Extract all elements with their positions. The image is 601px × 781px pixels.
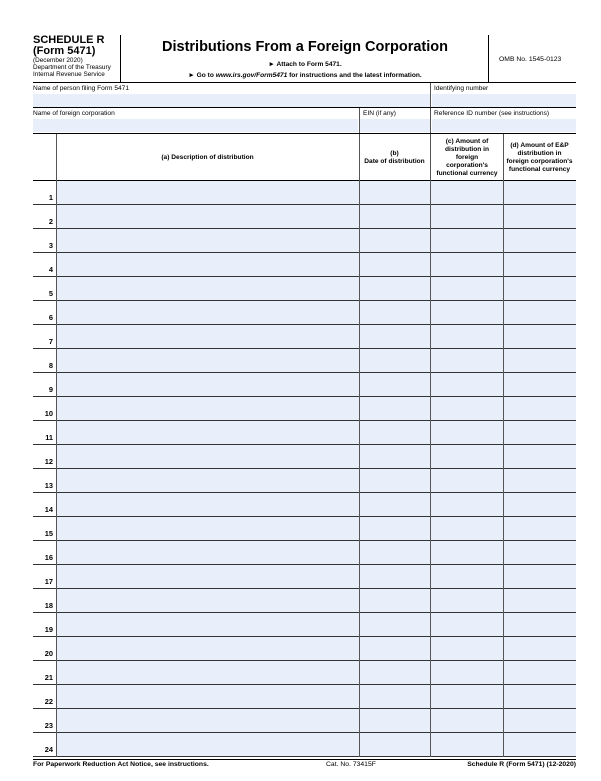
table-row <box>33 493 576 517</box>
divider <box>359 134 360 181</box>
amount-cell[interactable] <box>431 709 503 732</box>
divider <box>56 469 57 493</box>
divider <box>430 373 431 397</box>
description-cell[interactable] <box>57 301 359 324</box>
amount-cell[interactable] <box>431 301 503 324</box>
divider <box>359 373 360 397</box>
description-cell[interactable] <box>57 493 359 516</box>
divider <box>56 685 57 709</box>
divider <box>503 325 504 349</box>
divider <box>503 565 504 589</box>
date-cell[interactable] <box>360 205 430 228</box>
amount-cell[interactable] <box>431 541 503 564</box>
form-id-block <box>33 35 121 83</box>
omb-number: OMB No. 1545-0123 <box>499 56 562 63</box>
divider <box>430 469 431 493</box>
date-cell[interactable] <box>360 253 430 276</box>
col-b-header <box>359 134 430 181</box>
description-cell[interactable] <box>57 205 359 228</box>
divider <box>503 733 504 757</box>
divider <box>430 301 431 325</box>
ep-amount-cell[interactable] <box>504 229 576 252</box>
divider <box>430 253 431 277</box>
divider <box>359 301 360 325</box>
amount-cell[interactable] <box>431 733 503 756</box>
table-row <box>33 205 576 229</box>
ep-amount-cell[interactable] <box>504 205 576 228</box>
divider <box>56 493 57 517</box>
table-row <box>33 445 576 469</box>
table-row <box>33 421 576 445</box>
paperwork-notice: For Paperwork Reduction Act Notice, see instructions. <box>33 761 209 768</box>
table-row <box>33 541 576 565</box>
table-row <box>33 301 576 325</box>
divider <box>503 301 504 325</box>
amount-cell[interactable] <box>431 253 503 276</box>
divider <box>56 541 57 565</box>
divider <box>430 709 431 733</box>
description-cell[interactable] <box>57 325 359 348</box>
table-row <box>33 397 576 421</box>
divider <box>359 229 360 253</box>
description-cell[interactable] <box>57 469 359 492</box>
row-number: 21 <box>44 673 53 682</box>
date-cell[interactable] <box>360 493 430 516</box>
row-number: 24 <box>44 745 53 754</box>
divider <box>56 277 57 301</box>
identifying-number-label: Identifying number <box>434 85 489 92</box>
table-row <box>33 469 576 493</box>
amount-cell[interactable] <box>431 565 503 588</box>
date-cell[interactable] <box>360 325 430 348</box>
instructions-note <box>122 72 488 79</box>
date-cell[interactable] <box>360 589 430 612</box>
date-cell[interactable] <box>360 613 430 636</box>
date-cell[interactable] <box>360 373 430 396</box>
amount-cell[interactable] <box>431 205 503 228</box>
divider <box>430 181 431 205</box>
ep-amount-cell[interactable] <box>504 613 576 636</box>
date-cell[interactable] <box>360 349 430 372</box>
amount-cell[interactable] <box>431 397 503 420</box>
row-number: 4 <box>48 265 53 274</box>
table-row <box>33 637 576 661</box>
table-row <box>33 589 576 613</box>
divider <box>56 181 57 205</box>
description-cell[interactable] <box>57 421 359 444</box>
divider <box>56 205 57 229</box>
form-footer <box>33 759 576 769</box>
amount-cell[interactable] <box>431 373 503 396</box>
divider <box>56 637 57 661</box>
row-number: 2 <box>48 217 53 226</box>
table-row <box>33 517 576 541</box>
ep-amount-cell[interactable] <box>504 493 576 516</box>
divider <box>430 493 431 517</box>
ep-amount-cell[interactable] <box>504 661 576 684</box>
divider <box>430 134 431 181</box>
divider <box>503 134 504 181</box>
divider <box>359 493 360 517</box>
divider <box>430 517 431 541</box>
ep-amount-cell[interactable] <box>504 637 576 660</box>
date-cell[interactable] <box>360 733 430 756</box>
omb-block <box>488 35 576 83</box>
divider <box>503 373 504 397</box>
foreign-corp-field[interactable] <box>33 119 358 132</box>
divider <box>359 181 360 205</box>
table-row <box>33 685 576 709</box>
description-cell[interactable] <box>57 445 359 468</box>
divider <box>430 325 431 349</box>
person-name-field[interactable] <box>33 94 430 107</box>
ep-amount-cell[interactable] <box>504 445 576 468</box>
ep-amount-cell[interactable] <box>504 181 576 204</box>
description-cell[interactable] <box>57 397 359 420</box>
description-cell[interactable] <box>57 541 359 564</box>
divider <box>503 181 504 205</box>
divider <box>430 108 431 133</box>
row-number: 15 <box>44 529 53 538</box>
date-cell[interactable] <box>360 229 430 252</box>
row-number: 8 <box>48 361 53 370</box>
row-number: 11 <box>45 433 53 442</box>
divider <box>56 229 57 253</box>
divider <box>56 661 57 685</box>
row-number: 22 <box>44 697 53 706</box>
divider <box>430 565 431 589</box>
divider <box>359 349 360 373</box>
divider <box>430 733 431 757</box>
row-number: 3 <box>48 241 53 250</box>
row-number: 18 <box>44 601 53 610</box>
divider <box>503 661 504 685</box>
col-b-letter: (b) <box>390 149 399 157</box>
divider <box>359 733 360 757</box>
row-number: 23 <box>44 721 53 730</box>
divider <box>430 637 431 661</box>
date-cell[interactable] <box>360 565 430 588</box>
amount-cell[interactable] <box>431 469 503 492</box>
amount-cell[interactable] <box>431 181 503 204</box>
divider <box>359 541 360 565</box>
date-cell[interactable] <box>360 301 430 324</box>
divider <box>56 733 57 757</box>
person-name-label: Name of person filing Form 5471 <box>33 85 130 92</box>
divider <box>430 229 431 253</box>
schedule-label: SCHEDULE R <box>33 34 105 46</box>
amount-cell[interactable] <box>431 349 503 372</box>
row-number: 9 <box>48 385 53 394</box>
ep-amount-cell[interactable] <box>504 589 576 612</box>
divider <box>359 589 360 613</box>
table-row <box>33 253 576 277</box>
irs-link[interactable]: www.irs.gov/Form5471 <box>215 72 288 79</box>
divider <box>359 685 360 709</box>
divider <box>503 613 504 637</box>
divider <box>56 709 57 733</box>
divider <box>56 253 57 277</box>
ein-field[interactable] <box>360 119 430 132</box>
reference-id-label: Reference ID number (see instructions) <box>434 110 550 117</box>
divider <box>359 445 360 469</box>
col-a-header: (a) Description of distribution <box>161 153 254 161</box>
divider <box>503 589 504 613</box>
date-cell[interactable] <box>360 421 430 444</box>
divider <box>56 325 57 349</box>
description-cell[interactable] <box>57 373 359 396</box>
divider <box>56 421 57 445</box>
attach-note: ► Attach to Form 5471. <box>268 61 342 68</box>
foreign-corp-label: Name of foreign corporation <box>33 110 115 117</box>
description-cell[interactable] <box>57 709 359 732</box>
divider <box>430 541 431 565</box>
divider <box>56 445 57 469</box>
row-number: 7 <box>48 337 53 346</box>
divider <box>503 253 504 277</box>
divider <box>56 397 57 421</box>
amount-cell[interactable] <box>431 445 503 468</box>
form-id-footer: Schedule R (Form 5471) (12-2020) <box>467 761 576 768</box>
description-cell[interactable] <box>57 613 359 636</box>
ein-label: EIN (if any) <box>363 110 396 117</box>
divider <box>359 661 360 685</box>
divider <box>503 517 504 541</box>
divider <box>503 469 504 493</box>
divider <box>359 709 360 733</box>
divider <box>430 397 431 421</box>
form-title: Distributions From a Foreign Corporation <box>162 39 448 55</box>
description-cell[interactable] <box>57 637 359 660</box>
divider <box>359 517 360 541</box>
row-number: 5 <box>48 289 53 298</box>
table-row <box>33 229 576 253</box>
ep-amount-cell[interactable] <box>504 397 576 420</box>
divider <box>430 277 431 301</box>
form-page <box>33 34 576 768</box>
divider <box>56 349 57 373</box>
divider <box>359 108 360 133</box>
ep-amount-cell[interactable] <box>504 253 576 276</box>
divider <box>56 517 57 541</box>
amount-cell[interactable] <box>431 685 503 708</box>
form-header <box>33 35 576 83</box>
divider <box>359 613 360 637</box>
amount-cell[interactable] <box>431 277 503 300</box>
ep-amount-cell[interactable] <box>504 541 576 564</box>
row-number: 1 <box>48 193 53 202</box>
divider <box>430 421 431 445</box>
dept-label: Department of the Treasury <box>33 64 111 72</box>
row-number: 17 <box>44 577 53 586</box>
cat-number: Cat. No. 73415F <box>326 761 376 768</box>
amount-cell[interactable] <box>431 661 503 684</box>
identifying-number-field[interactable] <box>432 94 576 107</box>
irs-label: Internal Revenue Service <box>33 71 105 79</box>
table-row <box>33 349 576 373</box>
description-cell[interactable] <box>57 229 359 252</box>
title-block <box>122 35 488 83</box>
description-cell[interactable] <box>57 517 359 540</box>
amount-cell[interactable] <box>431 589 503 612</box>
col-b-label: Date of distribution <box>364 157 425 165</box>
table-row <box>33 181 576 205</box>
table-row <box>33 565 576 589</box>
divider <box>503 685 504 709</box>
divider <box>503 205 504 229</box>
description-cell[interactable] <box>57 181 359 204</box>
divider <box>359 325 360 349</box>
divider <box>33 107 576 108</box>
ep-amount-cell[interactable] <box>504 685 576 708</box>
divider <box>503 421 504 445</box>
table-row <box>33 613 576 637</box>
description-cell[interactable] <box>57 685 359 708</box>
row-number: 14 <box>44 505 53 514</box>
table-row <box>33 373 576 397</box>
goto-prefix: ► Go to <box>188 72 216 79</box>
divider <box>503 541 504 565</box>
divider <box>56 589 57 613</box>
divider <box>359 397 360 421</box>
ep-amount-cell[interactable] <box>504 421 576 444</box>
divider <box>359 469 360 493</box>
date-cell[interactable] <box>360 709 430 732</box>
divider <box>56 134 57 181</box>
table-row <box>33 709 576 733</box>
divider <box>503 709 504 733</box>
ep-amount-cell[interactable] <box>504 301 576 324</box>
divider <box>503 637 504 661</box>
ep-amount-cell[interactable] <box>504 349 576 372</box>
ep-amount-cell[interactable] <box>504 277 576 300</box>
date-cell[interactable] <box>360 637 430 660</box>
divider <box>430 589 431 613</box>
table-header <box>33 133 576 181</box>
date-cell[interactable] <box>360 661 430 684</box>
description-cell[interactable] <box>57 733 359 756</box>
ep-amount-cell[interactable] <box>504 733 576 756</box>
divider <box>503 277 504 301</box>
date-cell[interactable] <box>360 445 430 468</box>
divider <box>503 445 504 469</box>
divider <box>359 421 360 445</box>
divider <box>359 565 360 589</box>
description-cell[interactable] <box>57 349 359 372</box>
revision-date: (December 2020) <box>33 57 83 64</box>
divider <box>503 349 504 373</box>
date-cell[interactable] <box>360 277 430 300</box>
divider <box>56 301 57 325</box>
amount-cell[interactable] <box>431 325 503 348</box>
divider <box>430 685 431 709</box>
ep-amount-cell[interactable] <box>504 517 576 540</box>
divider <box>359 253 360 277</box>
row-number: 19 <box>44 625 53 634</box>
ep-amount-cell[interactable] <box>504 709 576 732</box>
amount-cell[interactable] <box>431 517 503 540</box>
divider <box>56 613 57 637</box>
divider <box>430 349 431 373</box>
amount-cell[interactable] <box>431 637 503 660</box>
date-cell[interactable] <box>360 181 430 204</box>
amount-cell[interactable] <box>431 613 503 636</box>
ep-amount-cell[interactable] <box>504 565 576 588</box>
ep-amount-cell[interactable] <box>504 469 576 492</box>
amount-cell[interactable] <box>431 229 503 252</box>
date-cell[interactable] <box>360 685 430 708</box>
divider <box>430 661 431 685</box>
table-row <box>33 325 576 349</box>
ep-amount-cell[interactable] <box>504 373 576 396</box>
row-number: 13 <box>44 481 53 490</box>
divider <box>430 445 431 469</box>
row-number: 12 <box>44 457 53 466</box>
table-row <box>33 661 576 685</box>
date-cell[interactable] <box>360 541 430 564</box>
divider <box>56 373 57 397</box>
description-cell[interactable] <box>57 277 359 300</box>
table-row <box>33 277 576 301</box>
description-cell[interactable] <box>57 565 359 588</box>
form-ref: (Form 5471) <box>33 45 96 57</box>
row-number: 6 <box>48 313 53 322</box>
divider <box>56 565 57 589</box>
description-cell[interactable] <box>57 253 359 276</box>
col-d-header: (d) Amount of E&P distribution in foreign corporation's functional currency <box>506 141 573 173</box>
divider <box>359 637 360 661</box>
divider <box>503 229 504 253</box>
divider <box>503 397 504 421</box>
row-number: 20 <box>44 649 53 658</box>
ep-amount-cell[interactable] <box>504 325 576 348</box>
divider <box>430 83 431 108</box>
divider <box>359 205 360 229</box>
description-cell[interactable] <box>57 661 359 684</box>
divider <box>430 613 431 637</box>
amount-cell[interactable] <box>431 421 503 444</box>
table-row <box>33 733 576 757</box>
goto-suffix: for instructions and the latest information. <box>287 72 422 79</box>
divider <box>430 205 431 229</box>
description-cell[interactable] <box>57 589 359 612</box>
date-cell[interactable] <box>360 517 430 540</box>
amount-cell[interactable] <box>431 493 503 516</box>
reference-id-field[interactable] <box>432 119 576 132</box>
divider <box>503 493 504 517</box>
divider <box>359 277 360 301</box>
date-cell[interactable] <box>360 469 430 492</box>
row-number: 10 <box>44 409 53 418</box>
date-cell[interactable] <box>360 397 430 420</box>
col-c-header: (c) Amount of distribution in foreign corporation's functional currency <box>436 137 498 177</box>
row-number: 16 <box>44 553 53 562</box>
